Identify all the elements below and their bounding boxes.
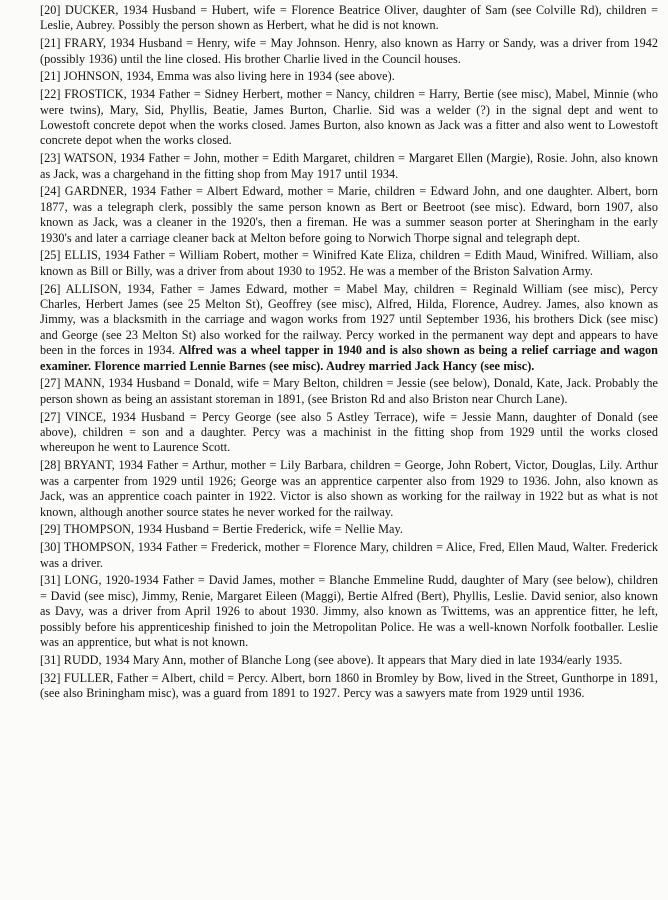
entry-text: [29] THOMPSON, 1934 Husband = Bertie Frederick, wife = Nellie May. [40, 522, 403, 537]
entry-thompson-29 [40, 522, 658, 537]
entry-gardner [40, 184, 658, 246]
entry-frostick [40, 87, 658, 149]
entry-johnson [40, 69, 658, 84]
entry-text: [27] VINCE, 1934 Husband = Percy George (see also 5 Astley Terrace), wife = Jessie Mann, daughter of Donald (see above), children = son and a daughter. Percy was a machinist in the fitting shop from 1929 until the works closed whereupon he went to Laurence Scott. [40, 409, 658, 455]
entry-text: [28] BRYANT, 1934 Father = Arthur, mother = Lily Barbara, children = George, John Robert, Victor, Douglas, Lily. Arthur was a carpenter from 1929 until 1926; George was an apprentice carpenter also from 1929 to 1936. John, also known as Jack, was an apprentice coach painter in 1922. Victor is also shown as working for the railway in 1922 but as what is not known, although another source states he never worked for the railway. [40, 458, 658, 519]
entry-fuller [40, 671, 658, 702]
entry-ducker [40, 3, 658, 34]
entry-text: [31] RUDD, 1934 Mary Ann, mother of Blanche Long (see above). It appears that Mary died in late 1934/early 1935. [40, 652, 623, 667]
entry-frary [40, 36, 658, 67]
entry-text: [20] DUCKER, 1934 Husband = Hubert, wife = Florence Beatrice Oliver, daughter of Sam (see Colville Rd), children = Leslie, Aubrey. Possibly the person shown as Herbert, what he did is not known. [40, 3, 658, 33]
entry-text: [27] MANN, 1934 Husband = Donald, wife = Mary Belton, children = Jessie (see below), Donald, Kate, Jack. Probably the person shown as being an assistant storeman in 1891, (see Briston Rd and also Briston near Church Lane). [40, 376, 658, 406]
entry-text: [30] THOMPSON, 1934 Father = Frederick, mother = Florence Mary, children = Alice, Fred, Ellen Maud, Walter. Frederick was a driver. [40, 540, 658, 570]
entry-allison [40, 282, 658, 374]
entry-ellis [40, 248, 658, 279]
entry-list [40, 3, 658, 701]
entry-text: [31] LONG, 1920-1934 Father = David James, mother = Blanche Emmeline Rudd, daughter of Mary (see below), children = David (see misc), Jimmy, Renie, Margaret Eileen (Maggi), Bertie Alfred (Bert), Phyllis, Leslie. David senior, also known as Davy, was a driver from April 1926 to about 1930. Jimmy, also known as Twittems, was an apprentice fitter, he left, possibly before his apprenticeship finished to join the Metropolitan Police. He was a well-known Norfolk footballer. Leslie was an apprentice, but what is not known. [40, 573, 658, 649]
entry-mann [40, 376, 658, 407]
entry-watson [40, 151, 658, 182]
entry-text-dark: Alfred was a wheel tapper in 1940 and is also shown as being a relief carriage and wagon examiner. Florence married Lennie Barnes (see misc). Audrey married Jack Hancy (see misc). [40, 343, 659, 373]
entry-bryant [40, 458, 658, 520]
entry-text: [23] WATSON, 1934 Father = John, mother = Edith Margaret, children = Margaret Ellen (Margie), Rosie. John, also known as Jack, was a chargehand in the fitting shop from May 1917 until 1934. [40, 151, 658, 181]
entry-long [40, 573, 658, 650]
entry-rudd [40, 653, 658, 668]
entry-text: [25] ELLIS, 1934 Father = William Robert, mother = Winifred Kate Eliza, children = Edith Maud, Winifred. William, also known as Bill or Billy, was a driver from about 1930 to 1952. He was a member of the Briston Salvation Army. [40, 248, 658, 278]
entry-text: [32] FULLER, Father = Albert, child = Percy. Albert, born 1860 in Bromley by Bow, lived in the Street, Gunthorpe in 1891, (see also Briningham misc), was a guard from 1891 to 1927. Percy was a sawyers mate from 1929 until 1936. [40, 670, 658, 700]
entry-vince [40, 410, 658, 456]
entry-text: [26] ALLISON, 1934, Father = James Edward, mother = Mabel May, children = Reginald William (see misc), Percy Charles, Herbert James (see 25 Melton St), Geoffrey (see misc), Alfred, Hilda, Florence, Audrey. James, also known as Jimmy, was a blacksmith in the carriage and wagon works from 1927 until September 1936, his brothers Dick (see misc) and George (see 23 Melton St) also worked for the railway. Percy worked in the permanent way dept and appears to have been in the forces in 1934. [40, 281, 658, 358]
entry-text: [21] FRARY, 1934 Husband = Henry, wife = May Johnson. Henry, also known as Harry or Sandy, was a driver from 1942 (possibly 1936) until the line closed. His brother Charlie lived in the Council houses. [40, 36, 658, 66]
entry-text: [24] GARDNER, 1934 Father = Albert Edward, mother = Marie, children = Edward John, and one daughter. Albert, born 1877, was a telegraph clerk, possibly the same person known as Bert or Beetroot (see misc). Edward, born 1907, also known as Jack, was a cleaner in the 1920's, then a fireman. He was a summer season porter at Sheringham in the early 1930's and later a carriage cleaner back at Melton before going to Norwich Thorpe signal and telegraph dept. [40, 184, 658, 245]
entry-text: [21] JOHNSON, 1934, Emma was also living here in 1934 (see above). [40, 69, 395, 84]
entry-thompson-30 [40, 540, 658, 571]
entry-text: [22] FROSTICK, 1934 Father = Sidney Herbert, mother = Nancy, children = Harry, Bertie (see misc), Mabel, Minnie (who were twins), Mary, Sid, Phyllis, Beatie, James Burton, Charlie. Sid was a welder (?) in the signal dept and went to Lowestoft concrete depot when the works closed. James Burton, also known as Jack was a fitter and also went to Lowestoft concrete depot when the works closed. [40, 87, 658, 148]
